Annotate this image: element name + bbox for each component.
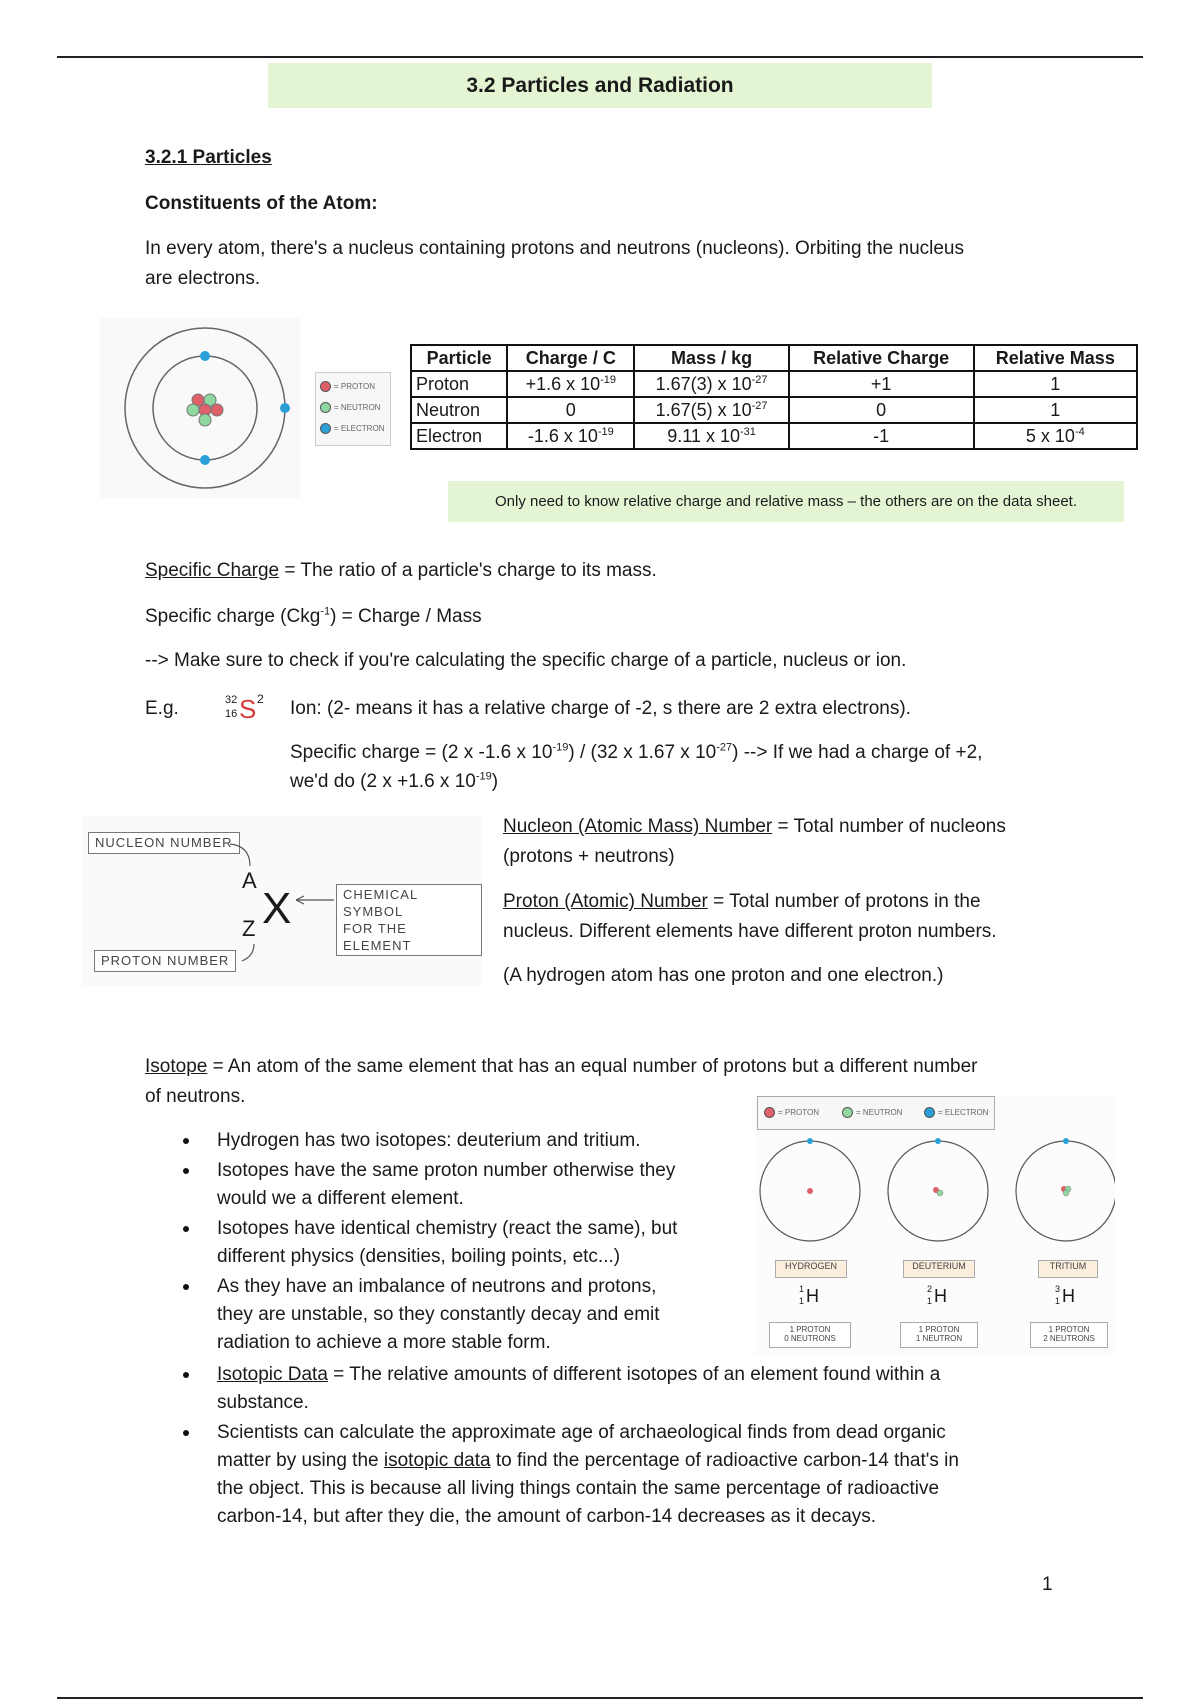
deuterium-notation: 2 1 H bbox=[927, 1284, 947, 1306]
a-letter: A bbox=[242, 868, 257, 893]
charge-cell: 0 bbox=[507, 397, 634, 423]
specific-charge-formula: Specific charge (Ckg$^{-1}$) = Charge / Mass bbox=[145, 605, 482, 627]
atom-diagram bbox=[100, 318, 300, 498]
table-header-row bbox=[411, 345, 1137, 371]
arrow-to-z bbox=[242, 944, 254, 961]
proton-dot-icon bbox=[320, 381, 331, 392]
mass-cell: 9.11 x $10^{-31}$ bbox=[634, 423, 788, 449]
table-header: Relative Mass bbox=[974, 345, 1137, 371]
isotope-diagram bbox=[755, 1096, 1115, 1356]
rel-mass-cell: 1 bbox=[974, 371, 1137, 397]
rel-mass-cell: 1 bbox=[974, 397, 1137, 423]
neutron-dot-icon bbox=[842, 1107, 853, 1118]
top-rule bbox=[57, 56, 1143, 58]
list-item: Isotopic Data = The relative amounts of different isotopes of an element found within a substance. bbox=[145, 1361, 1145, 1417]
hydrogen-composition: 1 PROTON 0 NEUTRONS bbox=[769, 1322, 851, 1348]
list-item: As they have an imbalance of neutrons and protons, they are unstable, so they constantly decay and emit radiation to achieve a more stable form. bbox=[145, 1273, 735, 1357]
neutron-3 bbox=[199, 414, 211, 426]
deuterium-label: DEUTERIUM bbox=[903, 1260, 975, 1278]
hydrogen-notation: 1 1 H bbox=[799, 1284, 819, 1306]
table-row bbox=[411, 423, 1137, 449]
hydrogen-electron bbox=[807, 1138, 813, 1144]
electron-bottom bbox=[200, 455, 210, 465]
constituents-heading: Constituents of the Atom: bbox=[145, 193, 378, 214]
nucleon-number-line1: Nucleon (Atomic Mass) Number = Total number of nucleons bbox=[503, 816, 1006, 837]
list-item: Isotopes have identical chemistry (react the same), but different physics (densities, boiling points, etc...) bbox=[145, 1215, 735, 1271]
list-item: Scientists can calculate the approximate age of archaeological finds from dead organic matter by using the isotopic data to find the percentage of radioactive carbon-14 that's in the object. This is because all living things contain the same percentage of radioactive carbon-14, but after they die, the amount of carbon-14 decreases as it decays. bbox=[145, 1419, 1145, 1531]
page-title: 3.2 Particles and Radiation bbox=[268, 63, 932, 108]
nucleon-number-label: NUCLEON NUMBER bbox=[88, 832, 240, 854]
tritium-notation: 3 1 H bbox=[1055, 1284, 1075, 1306]
deuterium-neutron bbox=[937, 1190, 943, 1196]
proton-number-line2: nucleus. Different elements have different proton numbers. bbox=[503, 921, 997, 942]
table-header: Charge / C bbox=[507, 345, 634, 371]
notation-arrows bbox=[82, 816, 482, 986]
table-row bbox=[411, 397, 1137, 423]
table-note: Only need to know relative charge and relative mass – the others are on the data sheet. bbox=[448, 481, 1124, 522]
table-header: Relative Charge bbox=[789, 345, 974, 371]
particle-cell: Electron bbox=[411, 423, 507, 449]
proton-number-label: PROTON NUMBER bbox=[94, 950, 236, 972]
rel-charge-cell: 0 bbox=[789, 397, 974, 423]
z-letter: Z bbox=[242, 916, 256, 941]
table-header: Particle bbox=[411, 345, 507, 371]
table-header: Mass / kg bbox=[634, 345, 788, 371]
iso-legend-proton: = PROTON bbox=[764, 1107, 819, 1118]
deuterium-electron bbox=[935, 1138, 941, 1144]
isotope-atoms bbox=[755, 1136, 1115, 1246]
list-item: Hydrogen has two isotopes: deuterium and tritium. bbox=[145, 1127, 735, 1155]
charge-cell: -1.6 x $10^{-19}$ bbox=[507, 423, 634, 449]
proton-3 bbox=[211, 404, 223, 416]
proton-dot-icon bbox=[764, 1107, 775, 1118]
isotope-bullets bbox=[145, 1127, 735, 1359]
isotope-legend bbox=[757, 1096, 995, 1130]
tritium-electron bbox=[1063, 1138, 1069, 1144]
charge-cell: +1.6 x $10^{-19}$ bbox=[507, 371, 634, 397]
page-number: 1 bbox=[1042, 1574, 1053, 1595]
neutron-2 bbox=[187, 404, 199, 416]
iso-legend-electron: = ELECTRON bbox=[924, 1107, 988, 1118]
constituents-intro-line1: In every atom, there's a nucleus containing protons and neutrons (nucleons). Orbiting the nucleus bbox=[145, 238, 964, 259]
tritium-neutron-2 bbox=[1063, 1190, 1069, 1196]
mass-cell: 1.67(3) x $10^{-27}$ bbox=[634, 371, 788, 397]
atom-legend bbox=[315, 372, 391, 446]
rel-mass-cell: 5 x $10^{-4}$ bbox=[974, 423, 1137, 449]
mass-cell: 1.67(5) x $10^{-27}$ bbox=[634, 397, 788, 423]
particle-cell: Neutron bbox=[411, 397, 507, 423]
calc-line1: Specific charge = (2 x -1.6 x $10^{-19}) / (32$ x 1.67 x $10^{-27}$) --> If we had a charge of +2, bbox=[290, 741, 983, 763]
particle-cell: Proton bbox=[411, 371, 507, 397]
isotope-definition-line2: of neutrons. bbox=[145, 1086, 246, 1107]
rel-charge-cell: -1 bbox=[789, 423, 974, 449]
specific-charge-check-note: --> Make sure to check if you're calculating the specific charge of a particle, nucleus or ion. bbox=[145, 650, 907, 671]
electron-dot-icon bbox=[924, 1107, 935, 1118]
iso-legend-neutron: = NEUTRON bbox=[842, 1107, 902, 1118]
hydrogen-note: (A hydrogen atom has one proton and one electron.) bbox=[503, 965, 944, 986]
electron-right bbox=[280, 403, 290, 413]
electron-top bbox=[200, 351, 210, 361]
ion-explanation: Ion: (2- means it has a relative charge of -2, s there are 2 extra electrons). bbox=[290, 698, 911, 719]
isotope-bullets-wide bbox=[145, 1361, 1145, 1533]
eg-label: E.g. bbox=[145, 698, 179, 719]
list-item: Isotopes have the same proton number otherwise they would we a different element. bbox=[145, 1157, 735, 1213]
tritium-label: TRITIUM bbox=[1038, 1260, 1098, 1278]
x-letter: X bbox=[262, 884, 292, 933]
bottom-rule bbox=[57, 1697, 1143, 1699]
constituents-intro-line2: are electrons. bbox=[145, 268, 261, 289]
notation-diagram bbox=[82, 816, 482, 986]
table-row bbox=[411, 371, 1137, 397]
nucleon-number-line2: (protons + neutrons) bbox=[503, 846, 675, 867]
particle-table bbox=[410, 344, 1138, 450]
legend-proton: = PROTON bbox=[320, 381, 375, 392]
deuterium-composition: 1 PROTON 1 NEUTRON bbox=[900, 1322, 978, 1348]
chemical-symbol-label: CHEMICAL SYMBOL FOR THE ELEMENT bbox=[336, 884, 482, 956]
hydrogen-nucleus bbox=[807, 1188, 813, 1194]
tritium-composition: 1 PROTON 2 NEUTRONS bbox=[1030, 1322, 1108, 1348]
proton-number-line1: Proton (Atomic) Number = Total number of protons in the bbox=[503, 891, 981, 912]
ion-symbol: 32 16 S 2 bbox=[225, 692, 264, 724]
section-heading: 3.2.1 Particles bbox=[145, 147, 272, 168]
electron-dot-icon bbox=[320, 423, 331, 434]
specific-charge-definition: Specific Charge = The ratio of a particle's charge to its mass. bbox=[145, 560, 657, 581]
hydrogen-label: HYDROGEN bbox=[775, 1260, 847, 1278]
calc-line2: we'd do (2 x +1.6 x $10^{-19}$) bbox=[290, 770, 499, 792]
isotope-definition-line1: Isotope = An atom of the same element that has an equal number of protons but a different number bbox=[145, 1056, 978, 1077]
neutron-dot-icon bbox=[320, 402, 331, 413]
legend-neutron: = NEUTRON bbox=[320, 402, 380, 413]
legend-electron: = ELECTRON bbox=[320, 423, 384, 434]
rel-charge-cell: +1 bbox=[789, 371, 974, 397]
arrow-to-a bbox=[230, 844, 250, 866]
